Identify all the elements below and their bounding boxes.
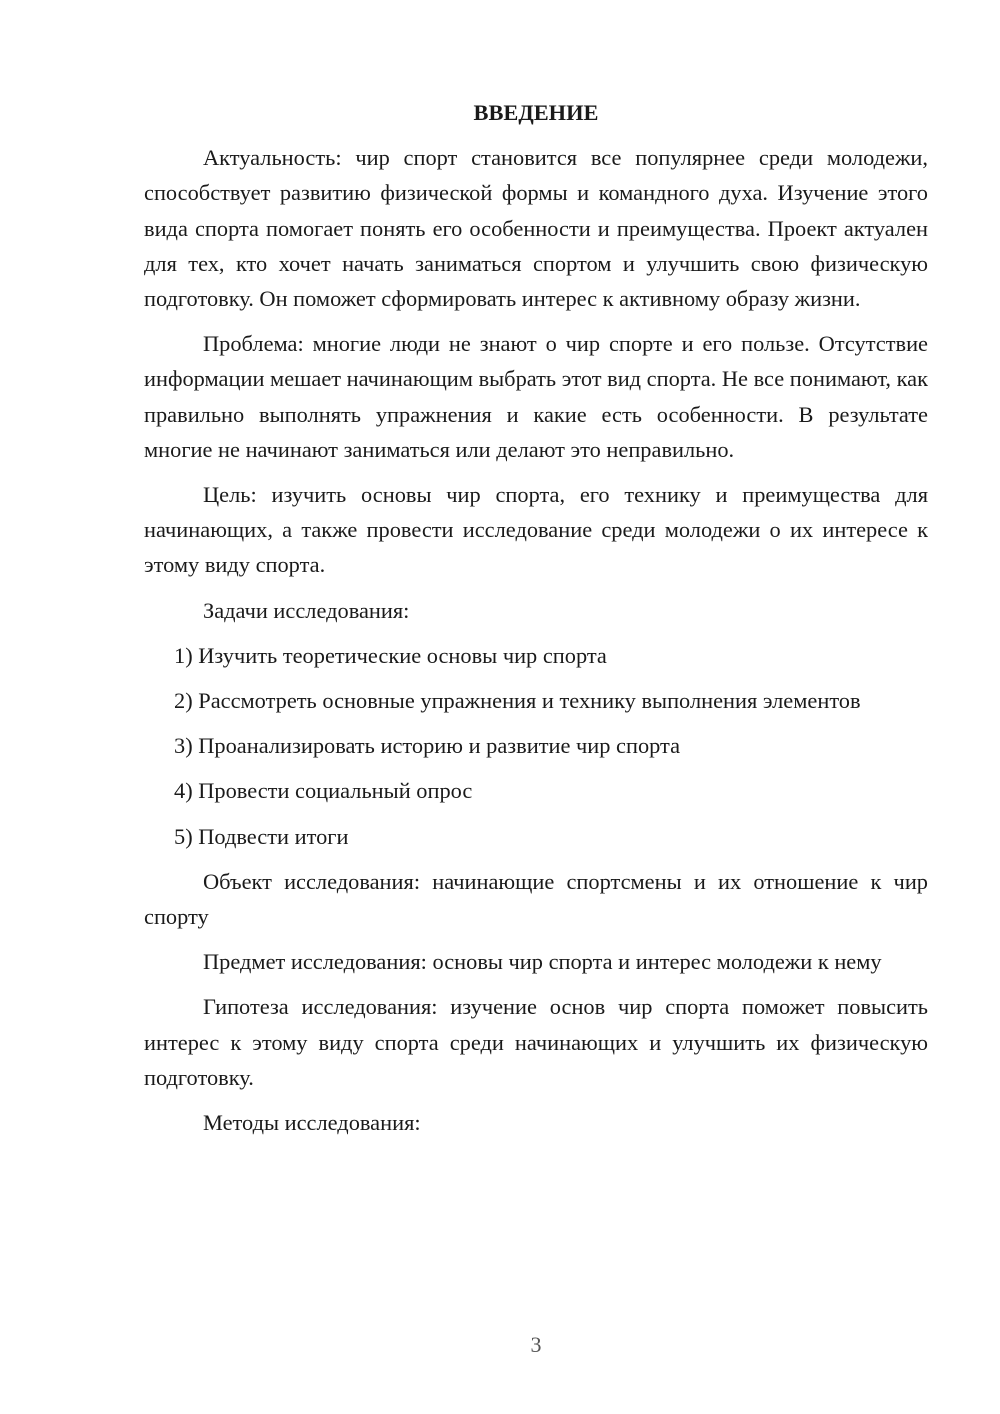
page-number: 3 (530, 1332, 542, 1357)
document-page (144, 95, 928, 1150)
problem-paragraph: Проблема: многие люди не знают о чир спорте и его пользе. Отсутствие информации мешает начинающим выбрать этот вид спорта. Не все понимают, как правильно выполнять упражнения и какие есть особенности. В результате многие не начинают заниматься или делают это неправильно. (144, 331, 928, 462)
object-paragraph: Объект исследования: начинающие спортсмены и их отношение к чир спорту (144, 868, 928, 930)
hypothesis-paragraph: Гипотеза исследования: изучение основ чир спорта поможет повысить интерес к этому виду спорта среди начинающих и улучшить их физическую подготовку. (144, 994, 928, 1090)
goal-paragraph: Цель: изучить основы чир спорта, его технику и преимущества для начинающих, а также провести исследование среди молодежи о их интересе к этому виду спорта. (144, 482, 928, 578)
task-item-1: 1) Изучить теоретические основы чир спорта (174, 642, 607, 668)
section-title: ВВЕДЕНИЕ (473, 100, 599, 125)
task-item-3: 3) Проанализировать историю и развитие чир спорта (174, 733, 681, 759)
task-item-2: 2) Рассмотреть основные упражнения и технику выполнения элементов (174, 688, 861, 714)
methods-heading: Методы исследования: (203, 1110, 421, 1136)
subject-paragraph: Предмет исследования: основы чир спорта и интерес молодежи к нему (203, 949, 882, 975)
task-item-4: 4) Провести социальный опрос (174, 778, 473, 804)
tasks-heading: Задачи исследования: (203, 597, 410, 623)
task-item-5: 5) Подвести итоги (174, 823, 349, 849)
relevance-paragraph: Актуальность: чир спорт становится все популярнее среди молодежи, способствует развитию физической формы и командного духа. Изучение этого вида спорта помогает понять его особенности и преимущества. Проект актуален для тех, кто хочет начать заниматься спортом и улучшить свою физическую подготовку. Он поможет сформировать интерес к активному образу жизни. (144, 145, 928, 312)
